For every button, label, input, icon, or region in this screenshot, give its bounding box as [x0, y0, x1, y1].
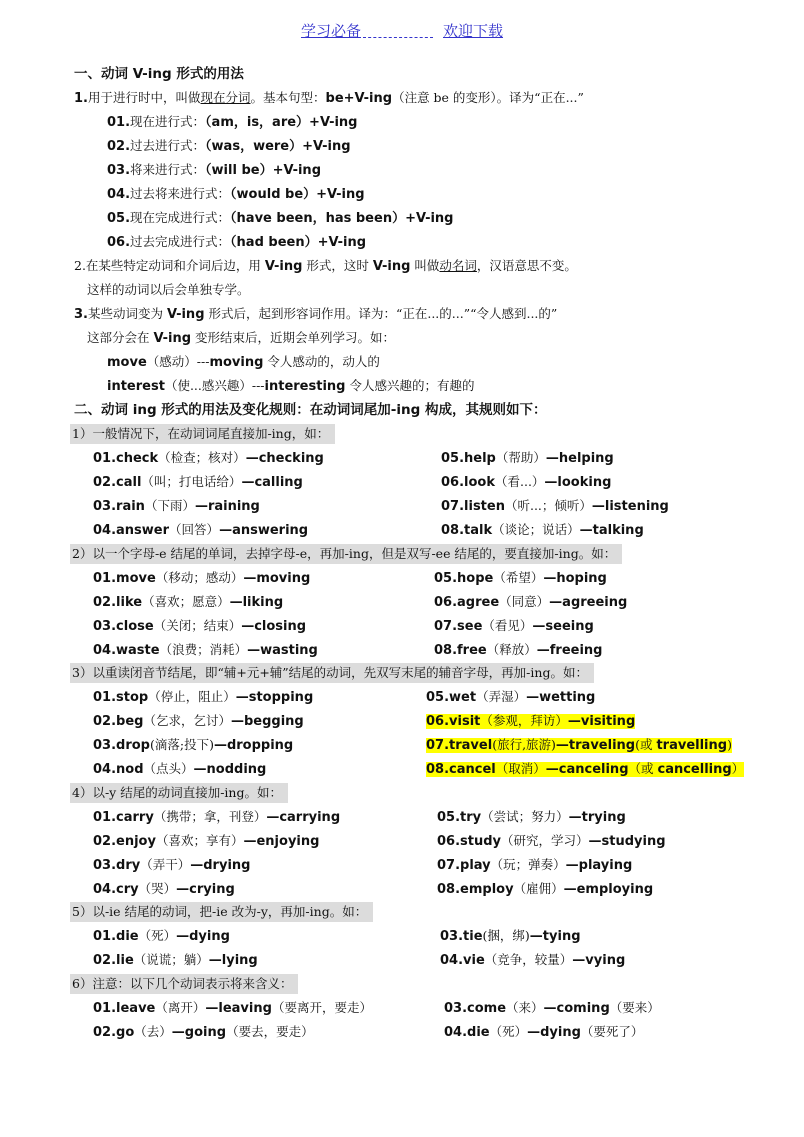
verb-meaning: （检查；核对）	[158, 450, 246, 465]
verb-meaning: （关闭；结束）	[153, 618, 242, 633]
tense-num: 01.	[107, 115, 131, 130]
verb-word: 04.answer	[93, 523, 170, 538]
verb-item	[437, 831, 666, 851]
tense-row	[107, 136, 351, 156]
verb-item	[93, 807, 340, 827]
p1-num: 1.	[74, 91, 88, 106]
verb-ing: —raining	[194, 499, 260, 514]
tense-row	[107, 232, 366, 252]
p2-d: ，汉语意思不变。	[476, 258, 577, 273]
tense-name: 现在进行式：	[130, 114, 206, 129]
verb-item-inner	[441, 523, 644, 538]
verb-item-inner	[444, 1025, 643, 1040]
verb-word: 03.dry	[93, 858, 141, 873]
verb-ing: —checking	[245, 451, 324, 466]
section1-title: 一、动词 V-ing 形式的用法	[74, 66, 244, 82]
verb-item-inner	[426, 714, 635, 729]
tense-form: （will be）+V-ing	[205, 163, 321, 178]
tense-form: （have been，has been）+V-ing	[230, 211, 454, 226]
verb-word: 04.waste	[93, 643, 160, 658]
verb-meaning: （尝试；努力）	[481, 809, 569, 824]
p1-a: 用于进行时中，叫做	[87, 90, 201, 105]
verb-note: (或	[635, 737, 657, 752]
tense-num: 04.	[107, 187, 131, 202]
ex2-ing: interesting	[264, 379, 346, 394]
verb-item-inner	[93, 1025, 314, 1040]
verb-word: 07.travel	[426, 738, 493, 753]
verb-ing: —liking	[229, 595, 284, 610]
tense-num: 02.	[107, 139, 131, 154]
verb-item	[440, 950, 625, 970]
verb-meaning: （竞争，较量）	[484, 952, 573, 967]
verb-ing: —wetting	[526, 690, 596, 705]
rule-label: 5）以-ie 结尾的动词，把-ie 改为-y，再加-ing。如：	[70, 902, 373, 922]
example-move	[107, 352, 380, 372]
verb-note-end: )	[727, 737, 732, 752]
verb-ing: —hoping	[543, 571, 607, 586]
verb-item-inner	[93, 882, 235, 897]
verb-item-inner	[434, 643, 602, 658]
tense-form: （was，were）+V-ing	[205, 139, 351, 154]
verb-meaning: （移动；感动）	[155, 570, 244, 585]
verb-note: （要死了）	[580, 1024, 644, 1039]
verb-item	[93, 640, 318, 660]
section2-title: 二、动词 ing 形式的用法及变化规则：在动词词尾加-ing 构成，其规则如下：	[74, 402, 547, 418]
verb-item-inner	[434, 571, 607, 586]
verb-meaning: （携带；拿，刊登）	[153, 809, 267, 824]
verb-word: 05.try	[437, 810, 482, 825]
verb-word: 02.beg	[93, 714, 144, 729]
verb-word: 02.enjoy	[93, 834, 156, 849]
verb-item	[93, 448, 324, 468]
tense-name: 现在完成进行式：	[130, 210, 231, 225]
p2-b2: V-ing	[372, 259, 411, 274]
ex1-trans: 令人感动的，动人的	[263, 354, 380, 369]
header-gap	[363, 37, 433, 38]
verb-item-inner	[93, 858, 250, 873]
verb-item	[93, 520, 308, 540]
verb-ing: —traveling	[555, 738, 636, 753]
verb-meaning: （来）	[506, 1000, 544, 1015]
p2-c: 叫做	[410, 258, 440, 273]
p2-b1: V-ing	[264, 259, 303, 274]
verb-word: 01.die	[93, 929, 139, 944]
verb-alt: travelling	[656, 738, 728, 753]
p1-b: 。基本句型：	[250, 90, 326, 105]
verb-ing: —leaving	[205, 1001, 272, 1016]
verb-word: 04.cry	[93, 882, 139, 897]
verb-item	[93, 472, 303, 492]
verb-item-inner	[93, 451, 324, 466]
verb-item-inner	[93, 595, 283, 610]
tense-name: 过去进行式：	[130, 138, 206, 153]
p2-a: 2.在某些特定动词和介词后边，用	[74, 258, 265, 273]
verb-note: （要去，要走）	[226, 1024, 314, 1039]
header-left: 学习必备	[300, 22, 361, 40]
verb-word: 03.close	[93, 619, 154, 634]
verb-word: 03.drop	[93, 738, 150, 753]
verb-meaning: （看见）	[482, 618, 533, 633]
verb-item-inner	[440, 953, 625, 968]
verb-item-inner	[437, 858, 632, 873]
verb-item-inner	[93, 619, 306, 634]
verb-item	[93, 926, 230, 946]
section1-p2b: 这样的动词以后会单独专学。	[87, 282, 250, 297]
verb-word: 01.carry	[93, 810, 154, 825]
verb-ing: —listening	[591, 499, 669, 514]
verb-word: 07.listen	[441, 499, 505, 514]
p3-b1: V-ing	[166, 307, 205, 322]
tense-name: 将来进行式：	[130, 162, 206, 177]
p2-underline: 动名词	[439, 258, 477, 273]
verb-ing: —carrying	[266, 810, 341, 825]
verb-item	[93, 616, 306, 636]
ex2-meaning: （使...感兴趣）---	[164, 378, 265, 393]
verb-item	[426, 759, 744, 779]
tense-num: 05.	[107, 211, 131, 226]
p3-num: 3.	[74, 307, 88, 322]
p1-bold: be+V-ing	[325, 91, 393, 106]
ex1-ing: moving	[209, 355, 264, 370]
verb-item	[426, 711, 635, 731]
verb-item-inner	[93, 523, 308, 538]
verb-item	[434, 640, 602, 660]
verb-meaning: （死）	[489, 1024, 528, 1039]
verb-meaning: （释放）	[486, 642, 537, 657]
verb-item	[93, 687, 313, 707]
page-header	[0, 20, 804, 41]
tense-name: 过去完成进行式：	[130, 234, 231, 249]
rule-label: 4）以-y 结尾的动词直接加-ing。如：	[70, 783, 288, 803]
verb-ing: —canceling	[545, 762, 629, 777]
verb-item	[93, 831, 319, 851]
verb-item-inner	[93, 953, 258, 968]
verb-meaning: （去）	[134, 1024, 172, 1039]
ex1-word: move	[107, 355, 147, 370]
verb-item	[93, 855, 250, 875]
ex2-trans: 令人感兴趣的；有趣的	[345, 378, 475, 393]
verb-ing: —going	[171, 1025, 227, 1040]
verb-item-inner	[93, 810, 340, 825]
verb-item-inner	[441, 451, 614, 466]
tense-name: 过去将来进行式：	[130, 186, 231, 201]
p3-a: 某些动词变为	[87, 306, 167, 321]
p3b-b1: V-ing	[153, 331, 192, 346]
verb-ing: —nodding	[193, 762, 267, 777]
verb-item	[93, 950, 258, 970]
verb-ing: —drying	[190, 858, 251, 873]
verb-item-inner	[93, 762, 266, 777]
verb-item-inner	[93, 738, 293, 753]
verb-ing: —calling	[241, 475, 303, 490]
verb-item-inner	[93, 690, 313, 705]
verb-word: 02.lie	[93, 953, 134, 968]
verb-meaning: （喜欢；享有）	[155, 833, 244, 848]
verb-item-inner	[93, 571, 310, 586]
verb-item	[93, 998, 372, 1018]
verb-ing: —answering	[219, 523, 309, 538]
verb-ing: —agreeing	[549, 595, 628, 610]
verb-word: 03.tie	[440, 929, 483, 944]
verb-item	[441, 520, 644, 540]
verb-word: 04.vie	[440, 953, 485, 968]
tense-form: （am，is，are）+V-ing	[205, 115, 358, 130]
verb-item-inner	[434, 595, 627, 610]
verb-word: 01.check	[93, 451, 159, 466]
rule-label: 6）注意：以下几个动词表示将来含义：	[70, 974, 298, 994]
verb-item-inner	[93, 929, 230, 944]
verb-ing: —freeing	[536, 643, 603, 658]
verb-item	[93, 879, 235, 899]
rule-label: 3）以重读闭音节结尾，即“辅+元+辅”结尾的动词，先双写末尾的辅音字母，再加-ing。如：	[70, 663, 594, 683]
p3b-a: 这部分会在	[87, 330, 154, 345]
verb-ing: —playing	[565, 858, 633, 873]
verb-item	[434, 568, 607, 588]
tense-row	[107, 112, 357, 132]
tense-row	[107, 160, 321, 180]
verb-ing: —talking	[579, 523, 644, 538]
verb-meaning: (捆，绑)	[482, 928, 530, 943]
verb-word: 08.free	[434, 643, 487, 658]
verb-note-end: ）	[731, 761, 745, 776]
verb-meaning: （弄干）	[140, 857, 191, 872]
section1-p1	[74, 88, 584, 108]
verb-item	[434, 616, 594, 636]
verb-meaning: （弄湿）	[476, 689, 527, 704]
verb-meaning: （研究，学习）	[501, 833, 589, 848]
verb-item	[440, 926, 581, 946]
verb-word: 01.move	[93, 571, 156, 586]
verb-note: （要离开，要走）	[271, 1000, 372, 1015]
verb-meaning: （谈论；说话）	[492, 522, 580, 537]
verb-meaning: （叫；打电话给）	[141, 474, 242, 489]
rule-label: 1）一般情况下，在动词词尾直接加-ing，如：	[70, 424, 335, 444]
tense-row	[107, 184, 365, 204]
p3b-b: 变形结束后，近期会单列学习。如：	[191, 330, 395, 345]
verb-item	[437, 807, 626, 827]
verb-item	[441, 496, 669, 516]
p1-underline: 现在分词	[200, 90, 251, 105]
verb-item	[93, 1022, 314, 1042]
verb-ing: —studying	[588, 834, 666, 849]
verb-item-inner	[437, 882, 653, 897]
verb-item-inner	[93, 834, 319, 849]
verb-item	[434, 592, 627, 612]
verb-meaning: （帮助）	[495, 450, 546, 465]
verb-meaning: （乞求，乞讨）	[143, 713, 231, 728]
verb-ing: —enjoying	[243, 834, 320, 849]
verb-item-inner	[440, 929, 581, 944]
verb-word: 06.study	[437, 834, 502, 849]
verb-ing: —coming	[543, 1001, 610, 1016]
p2-b: 形式，这时	[302, 258, 373, 273]
verb-word: 02.like	[93, 595, 143, 610]
verb-meaning: （停止，阻止）	[148, 689, 236, 704]
verb-item-inner	[441, 475, 611, 490]
verb-ing: —crying	[176, 882, 235, 897]
verb-item	[441, 472, 611, 492]
verb-item-inner	[437, 834, 666, 849]
verb-word: 03.come	[444, 1001, 507, 1016]
verb-ing: —wasting	[247, 643, 318, 658]
verb-ing: —dying	[527, 1025, 581, 1040]
verb-ing: —trying	[568, 810, 626, 825]
verb-item	[93, 568, 310, 588]
verb-item-inner	[434, 619, 594, 634]
verb-word: 06.look	[441, 475, 495, 490]
verb-item-inner	[441, 499, 669, 514]
ex2-word: interest	[107, 379, 165, 394]
verb-word: 08.employ	[437, 882, 514, 897]
verb-item-inner	[93, 714, 304, 729]
tense-form: （would be）+V-ing	[230, 187, 365, 202]
section1-p3	[74, 304, 557, 324]
verb-meaning: （雇佣）	[513, 881, 564, 896]
verb-item-inner	[93, 1001, 372, 1016]
verb-item	[93, 711, 304, 731]
verb-item	[441, 448, 614, 468]
example-interest	[107, 376, 474, 396]
verb-note: （要来）	[609, 1000, 660, 1015]
verb-meaning: (滴落;投下)	[149, 737, 214, 752]
section1-p2	[74, 256, 577, 276]
verb-ing: —moving	[243, 571, 311, 586]
verb-alt: cancelling	[657, 762, 732, 777]
verb-ing: —looking	[544, 475, 612, 490]
verb-ing: —closing	[241, 619, 307, 634]
verb-meaning: （离开）	[155, 1000, 206, 1015]
verb-meaning: （说谎；躺）	[133, 952, 209, 967]
verb-item	[426, 687, 595, 707]
verb-word: 06.visit	[426, 714, 481, 729]
verb-ing: —helping	[545, 451, 614, 466]
verb-word: 04.nod	[93, 762, 144, 777]
verb-meaning: （希望）	[493, 570, 544, 585]
verb-item	[93, 735, 293, 755]
verb-ing: —begging	[230, 714, 304, 729]
verb-word: 01.stop	[93, 690, 149, 705]
verb-word: 06.agree	[434, 595, 500, 610]
verb-ing: —seeing	[532, 619, 594, 634]
verb-ing: —lying	[208, 953, 258, 968]
verb-item-inner	[426, 690, 595, 705]
verb-word: 02.call	[93, 475, 142, 490]
verb-item	[93, 759, 266, 779]
verb-meaning: （同意）	[499, 594, 550, 609]
verb-meaning: （玩；弹奏）	[490, 857, 566, 872]
ex1-meaning: （感动）---	[146, 354, 210, 369]
verb-item-inner	[426, 762, 744, 777]
header-right: 欢迎下载	[443, 22, 504, 40]
verb-item-inner	[444, 1001, 660, 1016]
verb-meaning: （听...；倾听）	[504, 498, 592, 513]
verb-item-inner	[426, 738, 732, 753]
verb-meaning: （回答）	[169, 522, 220, 537]
verb-item	[426, 735, 732, 755]
verb-word: 08.talk	[441, 523, 493, 538]
verb-meaning: （下雨）	[144, 498, 195, 513]
verb-item	[93, 496, 260, 516]
verb-ing: —employing	[563, 882, 654, 897]
verb-word: 05.wet	[426, 690, 477, 705]
p3-b: 形式后，起到形容词作用。译为：“正在...的...”“令人感到...的”	[204, 306, 558, 321]
verb-ing: —stopping	[235, 690, 314, 705]
verb-item	[444, 1022, 643, 1042]
tense-form: （had been）+V-ing	[230, 235, 367, 250]
verb-item-inner	[93, 475, 303, 490]
tense-num: 03.	[107, 163, 131, 178]
verb-item-inner	[93, 643, 318, 658]
section1-p3b	[87, 328, 395, 348]
verb-meaning: (旅行,旅游)	[492, 737, 556, 752]
verb-item-inner	[437, 810, 626, 825]
verb-ing: —dropping	[213, 738, 294, 753]
verb-meaning: （参观，拜访）	[480, 713, 568, 728]
verb-meaning: （看...）	[495, 474, 545, 489]
verb-item	[437, 855, 632, 875]
verb-meaning: （死）	[138, 928, 177, 943]
verb-word: 02.go	[93, 1025, 135, 1040]
verb-word: 05.help	[441, 451, 496, 466]
verb-meaning: （哭）	[138, 881, 177, 896]
verb-word: 08.cancel	[426, 762, 496, 777]
verb-ing: —dying	[176, 929, 230, 944]
verb-meaning: （点头）	[143, 761, 194, 776]
verb-ing: —visiting	[567, 714, 636, 729]
verb-meaning: （取消）	[495, 761, 546, 776]
verb-word: 07.play	[437, 858, 491, 873]
verb-meaning: （喜欢；愿意）	[142, 594, 230, 609]
verb-meaning: （浪费；消耗）	[159, 642, 248, 657]
verb-item	[93, 592, 283, 612]
verb-word: 04.die	[444, 1025, 490, 1040]
verb-word: 07.see	[434, 619, 483, 634]
verb-word: 01.leave	[93, 1001, 156, 1016]
p1-c: （注意 be 的变形）。译为“正在...”	[392, 90, 584, 105]
verb-ing: —vying	[572, 953, 626, 968]
verb-ing: —tying	[529, 929, 581, 944]
verb-item	[444, 998, 660, 1018]
verb-word: 03.rain	[93, 499, 145, 514]
verb-note: （或	[628, 761, 658, 776]
verb-item	[437, 879, 653, 899]
rule-label: 2）以一个字母-e 结尾的单词，去掉字母-e，再加-ing，但是双写-ee 结尾的，要直接加-ing。如：	[70, 544, 622, 564]
tense-num: 06.	[107, 235, 131, 250]
tense-row	[107, 208, 454, 228]
verb-item-inner	[93, 499, 260, 514]
verb-word: 05.hope	[434, 571, 494, 586]
